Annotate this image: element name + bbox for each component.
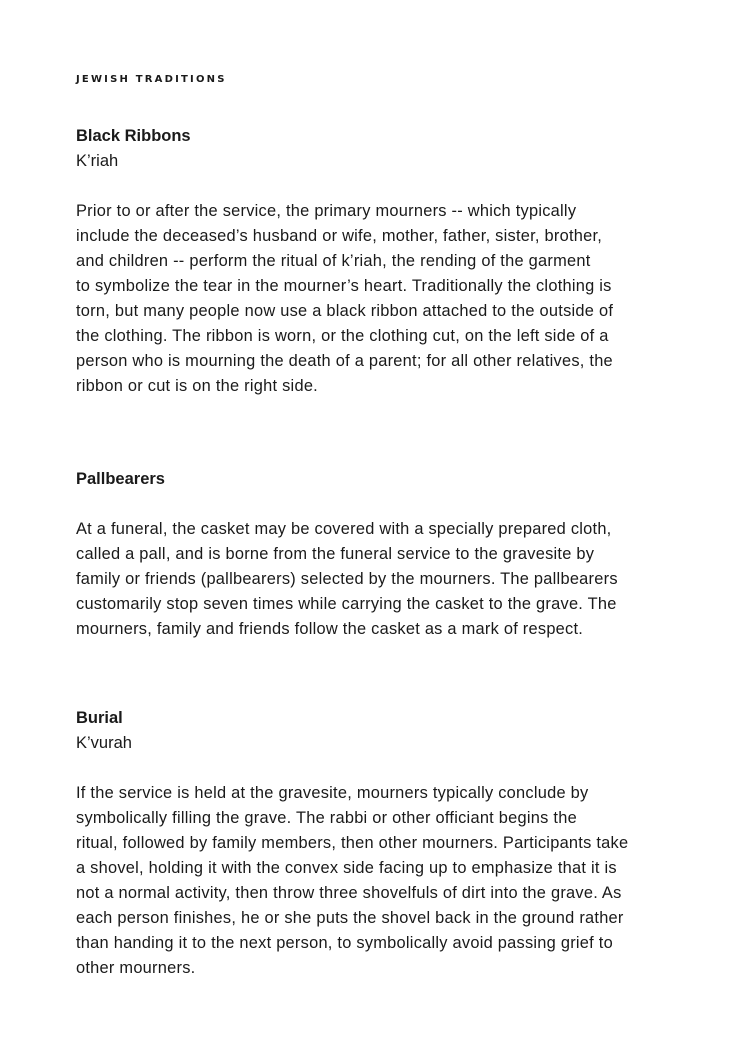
body-line: include the deceased’s husband or wife, mother, father, sister, brother, bbox=[76, 227, 603, 245]
body-line: and children -- perform the ritual of k’riah, the rending of the garment bbox=[76, 252, 591, 270]
body-line: ritual, followed by family members, then other mourners. Participants take bbox=[76, 834, 629, 852]
body-line: to symbolize the tear in the mourner’s heart. Traditionally the clothing is bbox=[76, 277, 612, 295]
body-line: than handing it to the next person, to symbolically avoid passing grief to bbox=[76, 934, 613, 952]
body-line: torn, but many people now use a black ribbon attached to the outside of bbox=[76, 302, 614, 320]
section-subtitle: K’riah bbox=[76, 152, 119, 170]
section-body bbox=[76, 781, 676, 981]
body-line: not a normal activity, then throw three shovelfuls of dirt into the grave. As bbox=[76, 884, 622, 902]
body-line: mourners, family and friends follow the casket as a mark of respect. bbox=[76, 620, 584, 638]
section-body bbox=[76, 517, 676, 642]
body-line: other mourners. bbox=[76, 959, 196, 977]
body-line: family or friends (pallbearers) selected by the mourners. The pallbearers bbox=[76, 570, 618, 588]
body-line: At a funeral, the casket may be covered with a specially prepared cloth, bbox=[76, 520, 612, 538]
section-title: Pallbearers bbox=[76, 470, 165, 488]
section-eyebrow: JEWISH TRADITIONS bbox=[76, 74, 227, 85]
body-line: ribbon or cut is on the right side. bbox=[76, 377, 318, 395]
section-title: Black Ribbons bbox=[76, 127, 191, 145]
section-subtitle: K’vurah bbox=[76, 734, 132, 752]
body-line: If the service is held at the gravesite, mourners typically conclude by bbox=[76, 784, 589, 802]
section-black-ribbons bbox=[76, 124, 676, 399]
body-line: Prior to or after the service, the primary mourners -- which typically bbox=[76, 202, 577, 220]
body-line: symbolically filling the grave. The rabbi or other officiant begins the bbox=[76, 809, 577, 827]
section-body bbox=[76, 199, 676, 399]
body-line: person who is mourning the death of a parent; for all other relatives, the bbox=[76, 352, 613, 370]
body-line: called a pall, and is borne from the funeral service to the gravesite by bbox=[76, 545, 595, 563]
section-title: Burial bbox=[76, 709, 123, 727]
section-pallbearers bbox=[76, 467, 676, 642]
body-line: a shovel, holding it with the convex side facing up to emphasize that it is bbox=[76, 859, 617, 877]
body-line: customarily stop seven times while carrying the casket to the grave. The bbox=[76, 595, 617, 613]
body-line: the clothing. The ribbon is worn, or the clothing cut, on the left side of a bbox=[76, 327, 609, 345]
body-line: each person finishes, he or she puts the shovel back in the ground rather bbox=[76, 909, 624, 927]
section-burial bbox=[76, 706, 676, 981]
